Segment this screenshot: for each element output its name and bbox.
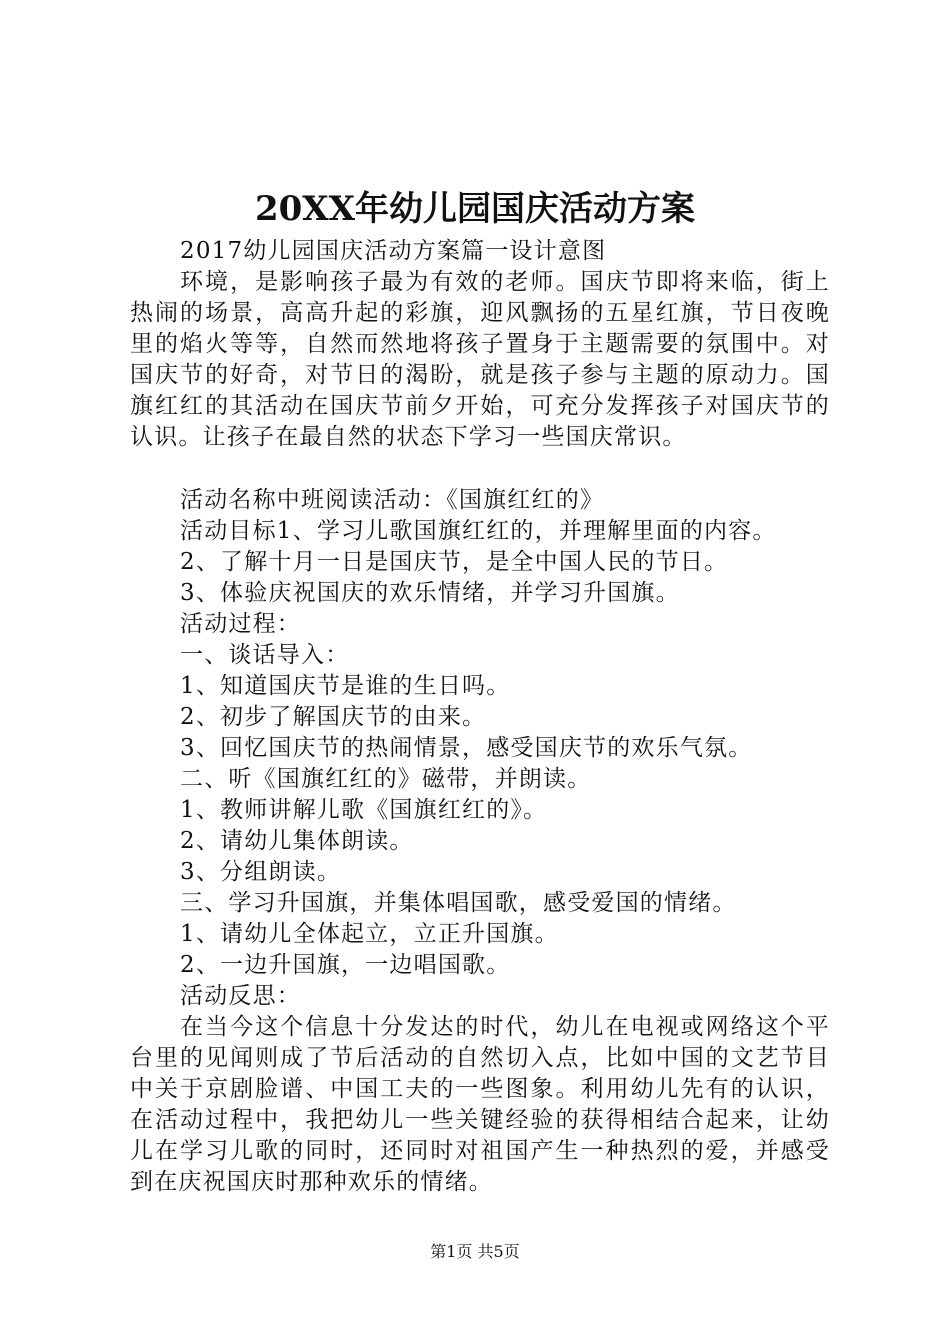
document-title: 20XX年幼儿园国庆活动方案	[254, 189, 696, 229]
page-footer: 第1页 共5页	[430, 1242, 520, 1261]
body-line: 2、一边升国旗，一边唱国歌。	[180, 952, 511, 978]
body-line: 1、知道国庆节是谁的生日吗。	[180, 673, 511, 699]
body-line: 3、体验庆祝国庆的欢乐情绪，并学习升国旗。	[180, 580, 680, 606]
body-line: 2、了解十月一日是国庆节，是全中国人民的节日。	[180, 549, 729, 575]
body-line: 活动反思：	[180, 983, 301, 1009]
body-line: 三、学习升国旗，并集体唱国歌，感受爱国的情绪。	[180, 890, 737, 916]
intro-paragraph: 环境，是影响孩子最为有效的老师。国庆节即将来临，街上热闹的场景，高高升起的彩旗，迎风飘扬的五星红旗，节日夜晚里的焰火等等，自然而然地将孩子置身于主题需要的氛围中。对国庆节的好奇，对节日的渴盼，就是孩子参与主题的原动力。国旗红红的其活动在国庆节前夕开始，可充分发挥孩子对国庆节的认识。让孩子在最自然的状态下学习一些国庆常识。	[130, 269, 830, 450]
body-line: 二、听《国旗红红的》磁带，并朗读。	[180, 766, 592, 792]
paragraph-gap	[130, 453, 830, 485]
body-line: 3、回忆国庆节的热闹情景，感受国庆节的欢乐气氛。	[180, 735, 753, 761]
body-line: 3、分组朗读。	[180, 859, 342, 885]
reflection-paragraph: 在当今这个信息十分发达的时代，幼儿在电视或网络这个平台里的见闻则成了节后活动的自然切入点，比如中国的文艺节目中关于京剧脸谱、中国工夫的一些图象。利用幼儿先有的认识，在活动过程中，我把幼儿一些关键经验的获得相结合起来，让幼儿在学习儿歌的同时，还同时对祖国产生一种热烈的爱，并感受到在庆祝国庆时那种欢乐的情绪。	[130, 1014, 830, 1195]
body-line: 一、谈话导入：	[180, 642, 350, 668]
body-line: 活动过程：	[180, 611, 301, 637]
body-line: 2、请幼儿集体朗读。	[180, 828, 414, 854]
body-line: 1、请幼儿全体起立，立正升国旗。	[180, 921, 559, 947]
document-subtitle: 2017幼儿园国庆活动方案篇一设计意图	[180, 238, 607, 264]
body-line: 2、初步了解国庆节的由来。	[180, 704, 487, 730]
body-line: 活动名称中班阅读活动：《国旗红红的》	[180, 487, 605, 513]
body-line: 1、教师讲解儿歌《国旗红红的》。	[180, 797, 548, 823]
body-line: 活动目标1、学习儿歌国旗红红的，并理解里面的内容。	[180, 518, 777, 544]
document-body	[130, 236, 830, 1198]
